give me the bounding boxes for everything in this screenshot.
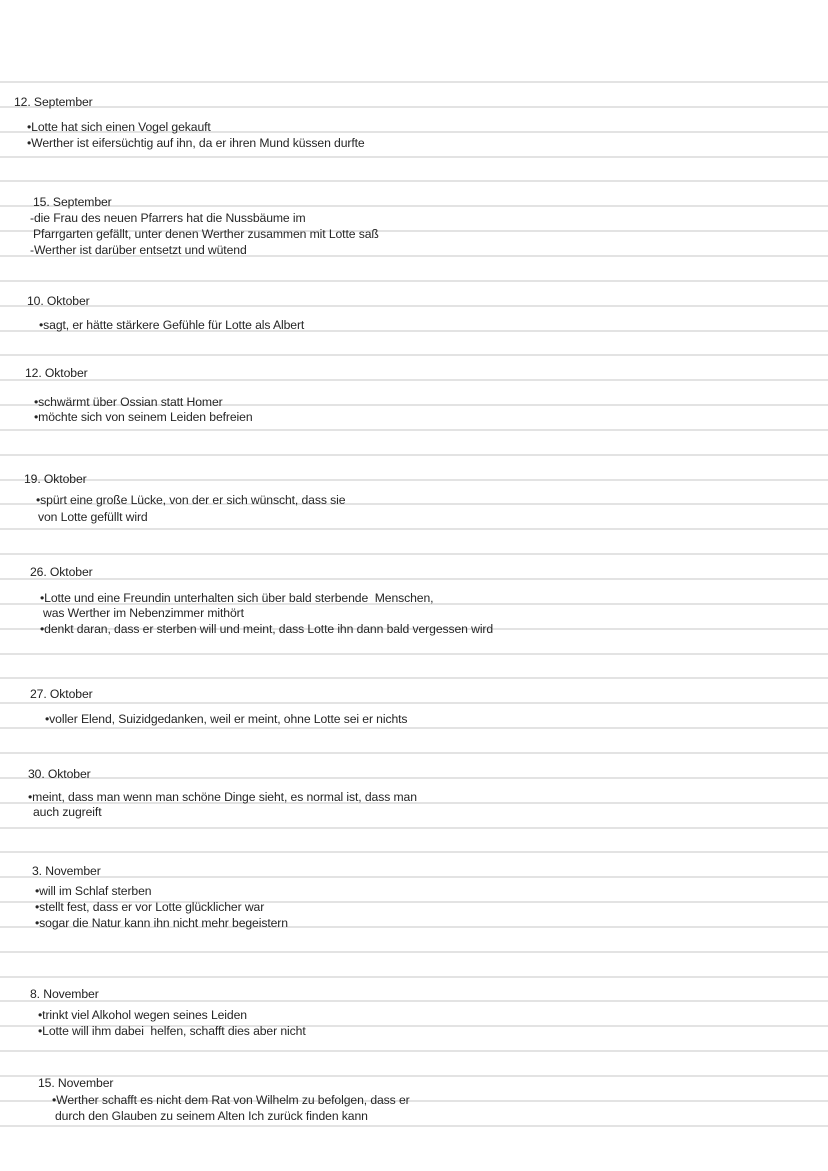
entry-note-line: •voller Elend, Suizidgedanken, weil er meint, ohne Lotte sei er nichts bbox=[45, 712, 408, 726]
ruled-line bbox=[0, 752, 828, 754]
entry-date-heading: 10. Oktober bbox=[27, 294, 90, 308]
entry-note-line: was Werther im Nebenzimmer mithört bbox=[43, 606, 244, 620]
ruled-line bbox=[0, 528, 828, 530]
entry-note-line: •stellt fest, dass er vor Lotte glücklicher war bbox=[35, 900, 265, 914]
ruled-line bbox=[0, 578, 828, 580]
ruled-line bbox=[0, 727, 828, 729]
ruled-line bbox=[0, 702, 828, 704]
entry-note-line: •Lotte hat sich einen Vogel gekauft bbox=[27, 120, 211, 134]
ruled-line bbox=[0, 180, 828, 182]
ruled-line bbox=[0, 354, 828, 356]
ruled-line bbox=[0, 379, 828, 381]
ruled-line bbox=[0, 305, 828, 307]
entry-note-line: -die Frau des neuen Pfarrers hat die Nussbäume im bbox=[30, 211, 306, 225]
entry-note-line: •meint, dass man wenn man schöne Dinge sieht, es normal ist, dass man bbox=[28, 790, 417, 804]
ruled-line bbox=[0, 106, 828, 108]
entry-note-line: •schwärmt über Ossian statt Homer bbox=[34, 395, 223, 409]
ruled-line bbox=[0, 81, 828, 83]
entry-note-line: •Werther ist eifersüchtig auf ihn, da er ihren Mund küssen durfte bbox=[27, 136, 365, 150]
entry-note-line: •möchte sich von seinem Leiden befreien bbox=[34, 410, 253, 424]
entry-date-heading: 30. Oktober bbox=[28, 767, 91, 781]
entry-note-line: Pfarrgarten gefällt, unter denen Werther zusammen mit Lotte saß bbox=[33, 227, 379, 241]
ruled-line bbox=[0, 1125, 828, 1127]
ruled-line bbox=[0, 1075, 828, 1077]
entry-date-heading: 19. Oktober bbox=[24, 472, 87, 486]
ruled-line bbox=[0, 479, 828, 481]
entry-note-line: •sogar die Natur kann ihn nicht mehr begeistern bbox=[35, 916, 288, 930]
entry-note-line: •Werther schafft es nicht dem Rat von Wilhelm zu befolgen, dass er bbox=[52, 1093, 410, 1107]
entry-date-heading: 15. September bbox=[33, 195, 112, 209]
entry-note-line: •spürt eine große Lücke, von der er sich wünscht, dass sie bbox=[36, 493, 346, 507]
entry-note-line: •Lotte will ihm dabei helfen, schafft dies aber nicht bbox=[38, 1024, 306, 1038]
ruled-line bbox=[0, 653, 828, 655]
entry-note-line: -Werther ist darüber entsetzt und wütend bbox=[30, 243, 247, 257]
ruled-line bbox=[0, 777, 828, 779]
entry-date-heading: 26. Oktober bbox=[30, 565, 93, 579]
ruled-line bbox=[0, 454, 828, 456]
ruled-line bbox=[0, 876, 828, 878]
entry-note-line: •Lotte und eine Freundin unterhalten sich über bald sterbende Menschen, bbox=[40, 591, 434, 605]
entry-date-heading: 3. November bbox=[32, 864, 101, 878]
entry-note-line: •sagt, er hätte stärkere Gefühle für Lotte als Albert bbox=[39, 318, 305, 332]
entry-date-heading: 15. November bbox=[38, 1076, 114, 1090]
entry-date-heading: 8. November bbox=[30, 987, 99, 1001]
entry-date-heading: 12. Oktober bbox=[25, 366, 88, 380]
entry-note-line: von Lotte gefüllt wird bbox=[38, 510, 148, 524]
ruled-line bbox=[0, 156, 828, 158]
ruled-line bbox=[0, 851, 828, 853]
ruled-line bbox=[0, 205, 828, 207]
ruled-line bbox=[0, 976, 828, 978]
ruled-line bbox=[0, 677, 828, 679]
entry-note-line: •trinkt viel Alkohol wegen seines Leiden bbox=[38, 1008, 247, 1022]
ruled-line bbox=[0, 553, 828, 555]
ruled-line bbox=[0, 951, 828, 953]
entry-note-line: •denkt daran, dass er sterben will und meint, dass Lotte ihn dann bald vergessen wird bbox=[40, 622, 494, 636]
entry-date-heading: 12. September bbox=[14, 95, 93, 109]
ruled-line bbox=[0, 429, 828, 431]
entry-note-line: durch den Glauben zu seinem Alten Ich zurück finden kann bbox=[55, 1109, 368, 1123]
entry-note-line: auch zugreift bbox=[33, 805, 102, 819]
ruled-line bbox=[0, 280, 828, 282]
ruled-line bbox=[0, 1000, 828, 1002]
entry-note-line: •will im Schlaf sterben bbox=[35, 884, 152, 898]
ruled-line bbox=[0, 827, 828, 829]
ruled-line bbox=[0, 1050, 828, 1052]
entry-date-heading: 27. Oktober bbox=[30, 687, 93, 701]
